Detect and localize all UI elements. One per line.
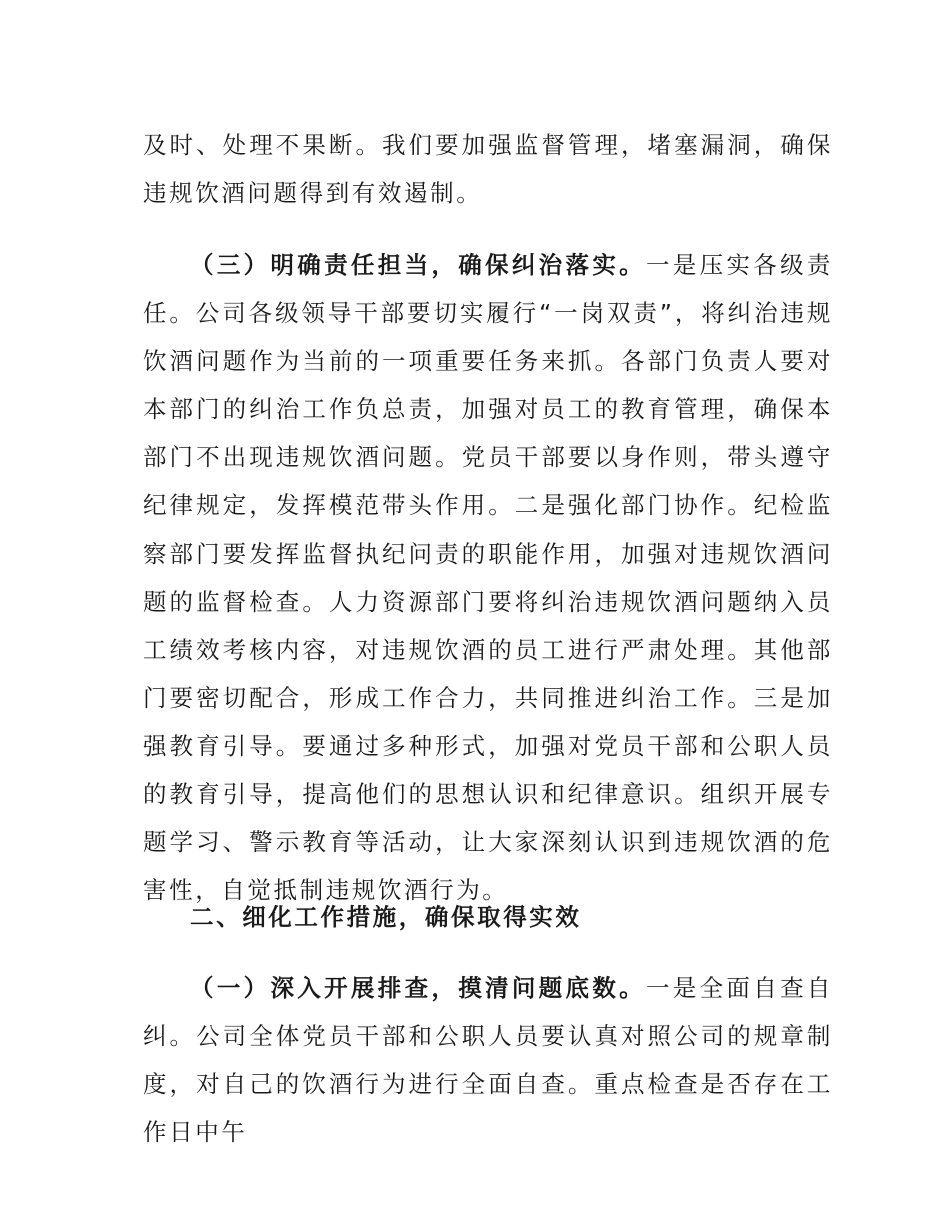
paragraph-body: 一是压实各级责任。公司各级领导干部要切实履行“一岗双责”，将纠治违规饮酒问题作为当前的一项重要任务来抓。各部门负责人要对本部门的纠治工作负总责，加强对员工的教育管理，确保本部门不出现违规饮酒问题。党员干部要以身作则，带头遵守纪律规定，发挥模范带头作用。二是强化部门协作。纪检监察部门要发挥监督执纪问责的职能作用，加强对违规饮酒问题的监督检查。人力资源部门要将纠治违规饮酒问题纳入员工绩效考核内容，对违规饮酒的员工进行严肃处理。其他部门要密切配合，形成工作合力，共同推进纠治工作。三是加强教育引导。要通过多种形式，加强对党员干部和公职人员的教育引导，提高他们的思想认识和纪律意识。组织开展专题学习、警示教育等活动，让大家深刻认识到违规饮酒的危害性，自觉抵制违规饮酒行为。 bbox=[143, 251, 833, 905]
paragraph-responsibility bbox=[143, 241, 833, 914]
paragraph-investigation bbox=[143, 964, 833, 1156]
section-heading-text: 二、细化工作措施，确保取得实效 bbox=[190, 903, 582, 931]
subsection-heading-1: （一）深入开展排查，摸清问题底数。 bbox=[190, 974, 646, 1002]
subsection-heading-3: （三）明确责任担当，确保纠治落实。 bbox=[190, 251, 646, 279]
paragraph-body: 一是全面自查自纠。公司全体党员干部和公职人员要认真对照公司的规章制度，对自己的饮酒行为进行全面自查。重点检查是否存在工作日中午 bbox=[143, 974, 833, 1147]
section-heading-2 bbox=[190, 893, 833, 941]
paragraph-continued: 及时、处理不果断。我们要加强监督管理，堵塞漏洞，确保违规饮酒问题得到有效遏制。 bbox=[143, 131, 833, 208]
